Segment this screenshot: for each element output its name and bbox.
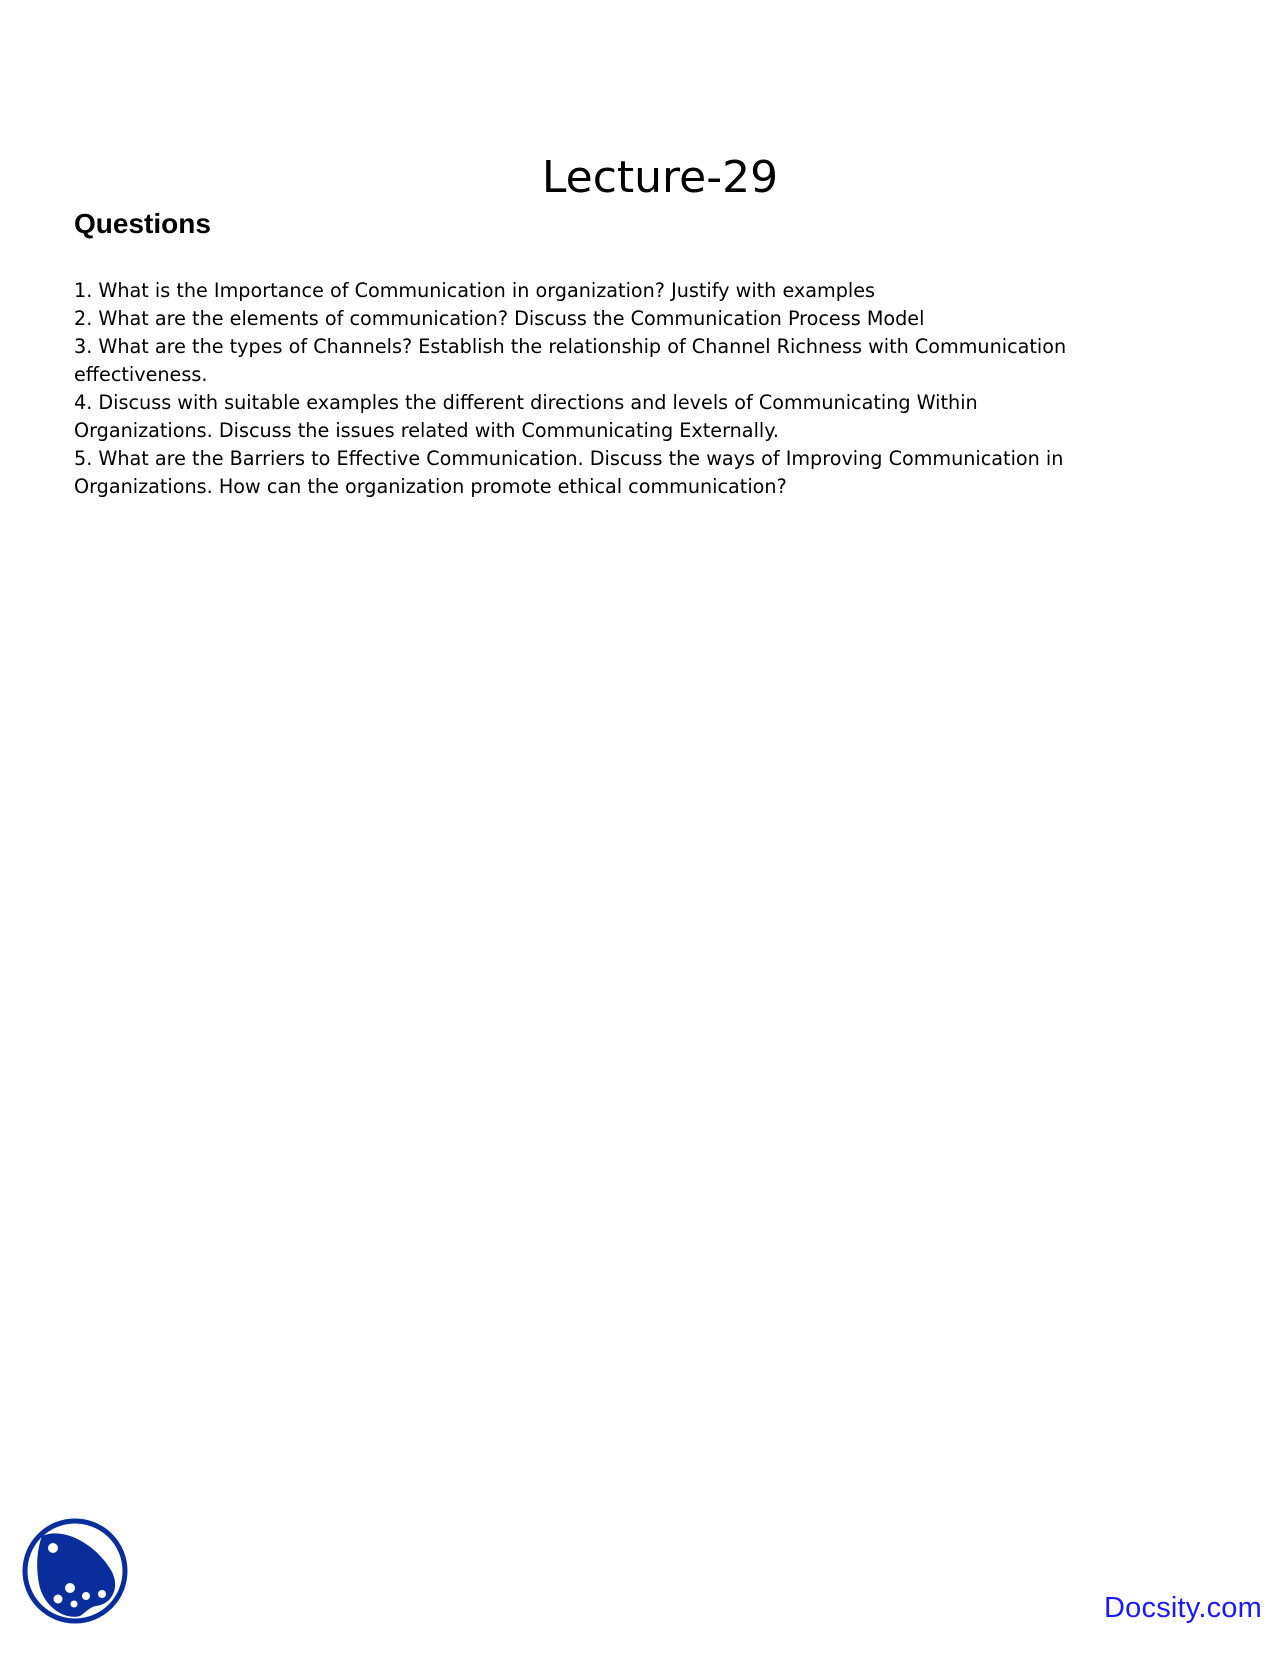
- page-title: Lecture-29: [541, 152, 779, 203]
- docsity-brand-link[interactable]: Docsity.com: [1104, 1592, 1262, 1624]
- question-item-2: 2. What are the elements of communication? Discuss the Communication Process Model: [74, 307, 925, 330]
- section-heading: Questions: [74, 208, 211, 239]
- question-list: [74, 277, 1074, 501]
- question-item-4: 4. Discuss with suitable examples the different directions and levels of Communicating Within Organizations. Discuss the issues related with Communicating Externally.: [74, 391, 978, 442]
- question-item-5: 5. What are the Barriers to Effective Communication. Discuss the ways of Improving Communication in Organizations. How can the organization promote ethical communication?: [74, 447, 1064, 498]
- question-item-1: 1. What is the Importance of Communication in organization? Justify with examples: [74, 279, 876, 302]
- docsity-logo-icon: [20, 1516, 130, 1626]
- question-item-3: 3. What are the types of Channels? Establish the relationship of Channel Richness with Communication effectiveness.: [74, 335, 1067, 386]
